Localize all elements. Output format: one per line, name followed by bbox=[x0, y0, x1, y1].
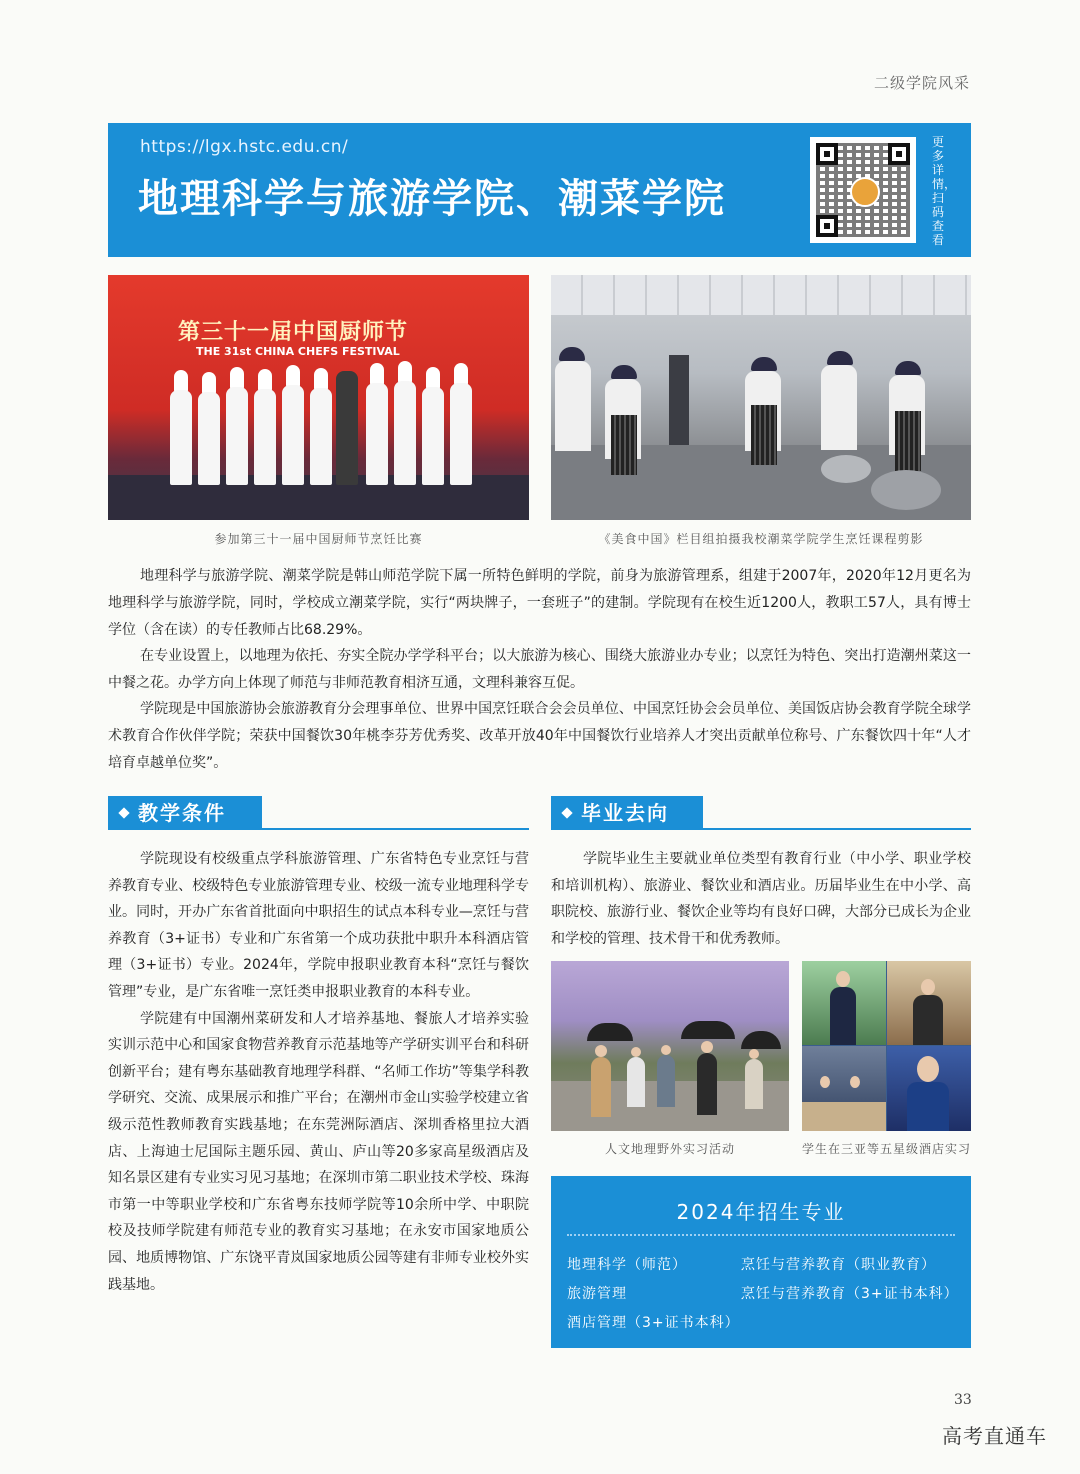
teaching-paragraph-1: 学院现设有校级重点学科旅游管理、广东省特色专业烹饪与营养教育专业、校级特色专业旅游管理专业、校级一流专业地理科学专业。同时，开办广东省首批面向中职招生的试点本科专业—烹饪与营养教育（3+证书）专业和广东省第一个成功获批中职升本科酒店管理（3+证书）专业。2024年，学院申报职业教育本科“烹饪与餐饮管理”专业，是广东省唯一烹饪类申报职业教育的本科专业。 bbox=[108, 851, 529, 1000]
enrollment-item: 旅游管理 bbox=[567, 1286, 627, 1302]
intro-paragraph-2: 在专业设置上，以地理为依托、夯实全院办学学科平台；以大旅游为核心、围绕大旅游业办专业；以烹饪为特色、突出打造潮州菜这一中餐之花。办学方向上体现了师范与非师范教育相济互通，文理科兼容互促。 bbox=[108, 648, 971, 691]
college-title: 地理科学与旅游学院、潮菜学院 bbox=[138, 176, 726, 222]
photo-chefs-festival bbox=[108, 275, 529, 520]
teaching-paragraph-2: 学院建有中国潮州菜研发和人才培养基地、餐旅人才培养实验实训示范中心和国家食物营养教育示范基地等产学研实训平台和科研创新平台；建有粤东基础教育地理学科群、“名师工作坊”等集学科教学研究、交流、成果展示和推广平台；在潮州市金山实验学校建立省级示范性教师教育实践基地；在东莞洲际酒店、深圳香格里拉大酒店、上海迪士尼国际主题乐园、黄山、庐山等20多家高星级酒店及知名景区建有专业实习见习基地；在深圳市第二职业技术学校、珠海市第一中等职业学校和广东省粤东技师学院等10余所中学、中职院校及技师学院建有师范专业的教育实习基地；在永安市国家地质公园、地质博物馆、广东饶平青岚国家地质公园等建有非师专业校外实践基地。 bbox=[108, 1010, 529, 1293]
photo-cooking-class bbox=[551, 275, 971, 520]
section-tag: 二级学院风采 bbox=[873, 74, 970, 92]
enrollment-title: 2024年招生专业 bbox=[676, 1200, 846, 1224]
intro-paragraph-1: 地理科学与旅游学院、潮菜学院是韩山师范学院下属一所特色鲜明的学院，前身为旅游管理系，组建于2007年，2020年12月更名为地理科学与旅游学院，同时，学校成立潮菜学院，实行“两块牌子，一套班子”的建制。学院现有在校生近1200人，教职工57人，具有博士学位（含在读）的专任教师占比68.29%。 bbox=[108, 568, 971, 638]
enrollment-item: 烹饪与营养教育（3+证书本科） bbox=[741, 1286, 959, 1302]
graduation-text bbox=[551, 846, 971, 952]
teaching-heading-label: 教学条件 bbox=[138, 801, 226, 825]
enrollment-box bbox=[551, 1176, 971, 1348]
enrollment-item: 酒店管理（3+证书本科） bbox=[567, 1315, 740, 1331]
enrollment-item: 烹饪与营养教育（职业教育） bbox=[741, 1257, 936, 1273]
teaching-text bbox=[108, 846, 529, 1298]
graduation-heading-label: 毕业去向 bbox=[581, 801, 669, 825]
college-url[interactable]: https://lgx.hstc.edu.cn/ bbox=[140, 137, 349, 157]
dotted-divider bbox=[567, 1234, 955, 1236]
photo-caption-1: 参加第三十一届中国厨师节烹饪比赛 bbox=[214, 532, 423, 546]
photo-caption-3: 人文地理野外实习活动 bbox=[604, 1142, 735, 1156]
watermark: 高考直通车 bbox=[942, 1424, 1047, 1448]
photo-banner-subtitle: THE 31st CHINA CHEFS FESTIVAL bbox=[196, 345, 400, 358]
school-logo-icon bbox=[850, 177, 880, 207]
photo-caption-2: 《美食中国》栏目组拍摄我校潮菜学院学生烹饪课程剪影 bbox=[598, 532, 924, 546]
enrollment-item: 地理科学（师范） bbox=[567, 1257, 687, 1273]
photo-field-trip bbox=[551, 961, 789, 1131]
photo-hotel-internship bbox=[802, 961, 971, 1131]
graduation-heading bbox=[551, 796, 971, 830]
photo-banner-title: 第三十一届中国厨师节 bbox=[178, 320, 409, 345]
qr-note: 更多详情，扫码查看 bbox=[932, 135, 957, 247]
teaching-heading bbox=[108, 796, 529, 830]
intro-paragraph-3: 学院现是中国旅游协会旅游教育分会理事单位、世界中国烹饪联合会会员单位、中国烹饪协会会员单位、美国饭店协会教育学院全球学术教育合作伙伴学院；荣获中国餐饮30年桃李芬芳优秀奖、改革开放40年中国餐饮行业培养人才突出贡献单位称号、广东餐饮四十年“人才培育卓越单位奖”。 bbox=[108, 701, 971, 771]
qr-code-icon[interactable] bbox=[810, 137, 916, 243]
page-number: 33 bbox=[954, 1392, 972, 1408]
graduation-paragraph-1: 学院毕业生主要就业单位类型有教育行业（中小学、职业学校和培训机构）、旅游业、餐饮业和酒店业。历届毕业生在中小学、高职院校、旅游行业、餐饮企业等均有良好口碑，大部分已成长为企业和学校的管理、技术骨干和优秀教师。 bbox=[551, 851, 971, 947]
college-banner bbox=[108, 123, 971, 257]
photo-caption-4: 学生在三亚等五星级酒店实习 bbox=[802, 1142, 972, 1156]
